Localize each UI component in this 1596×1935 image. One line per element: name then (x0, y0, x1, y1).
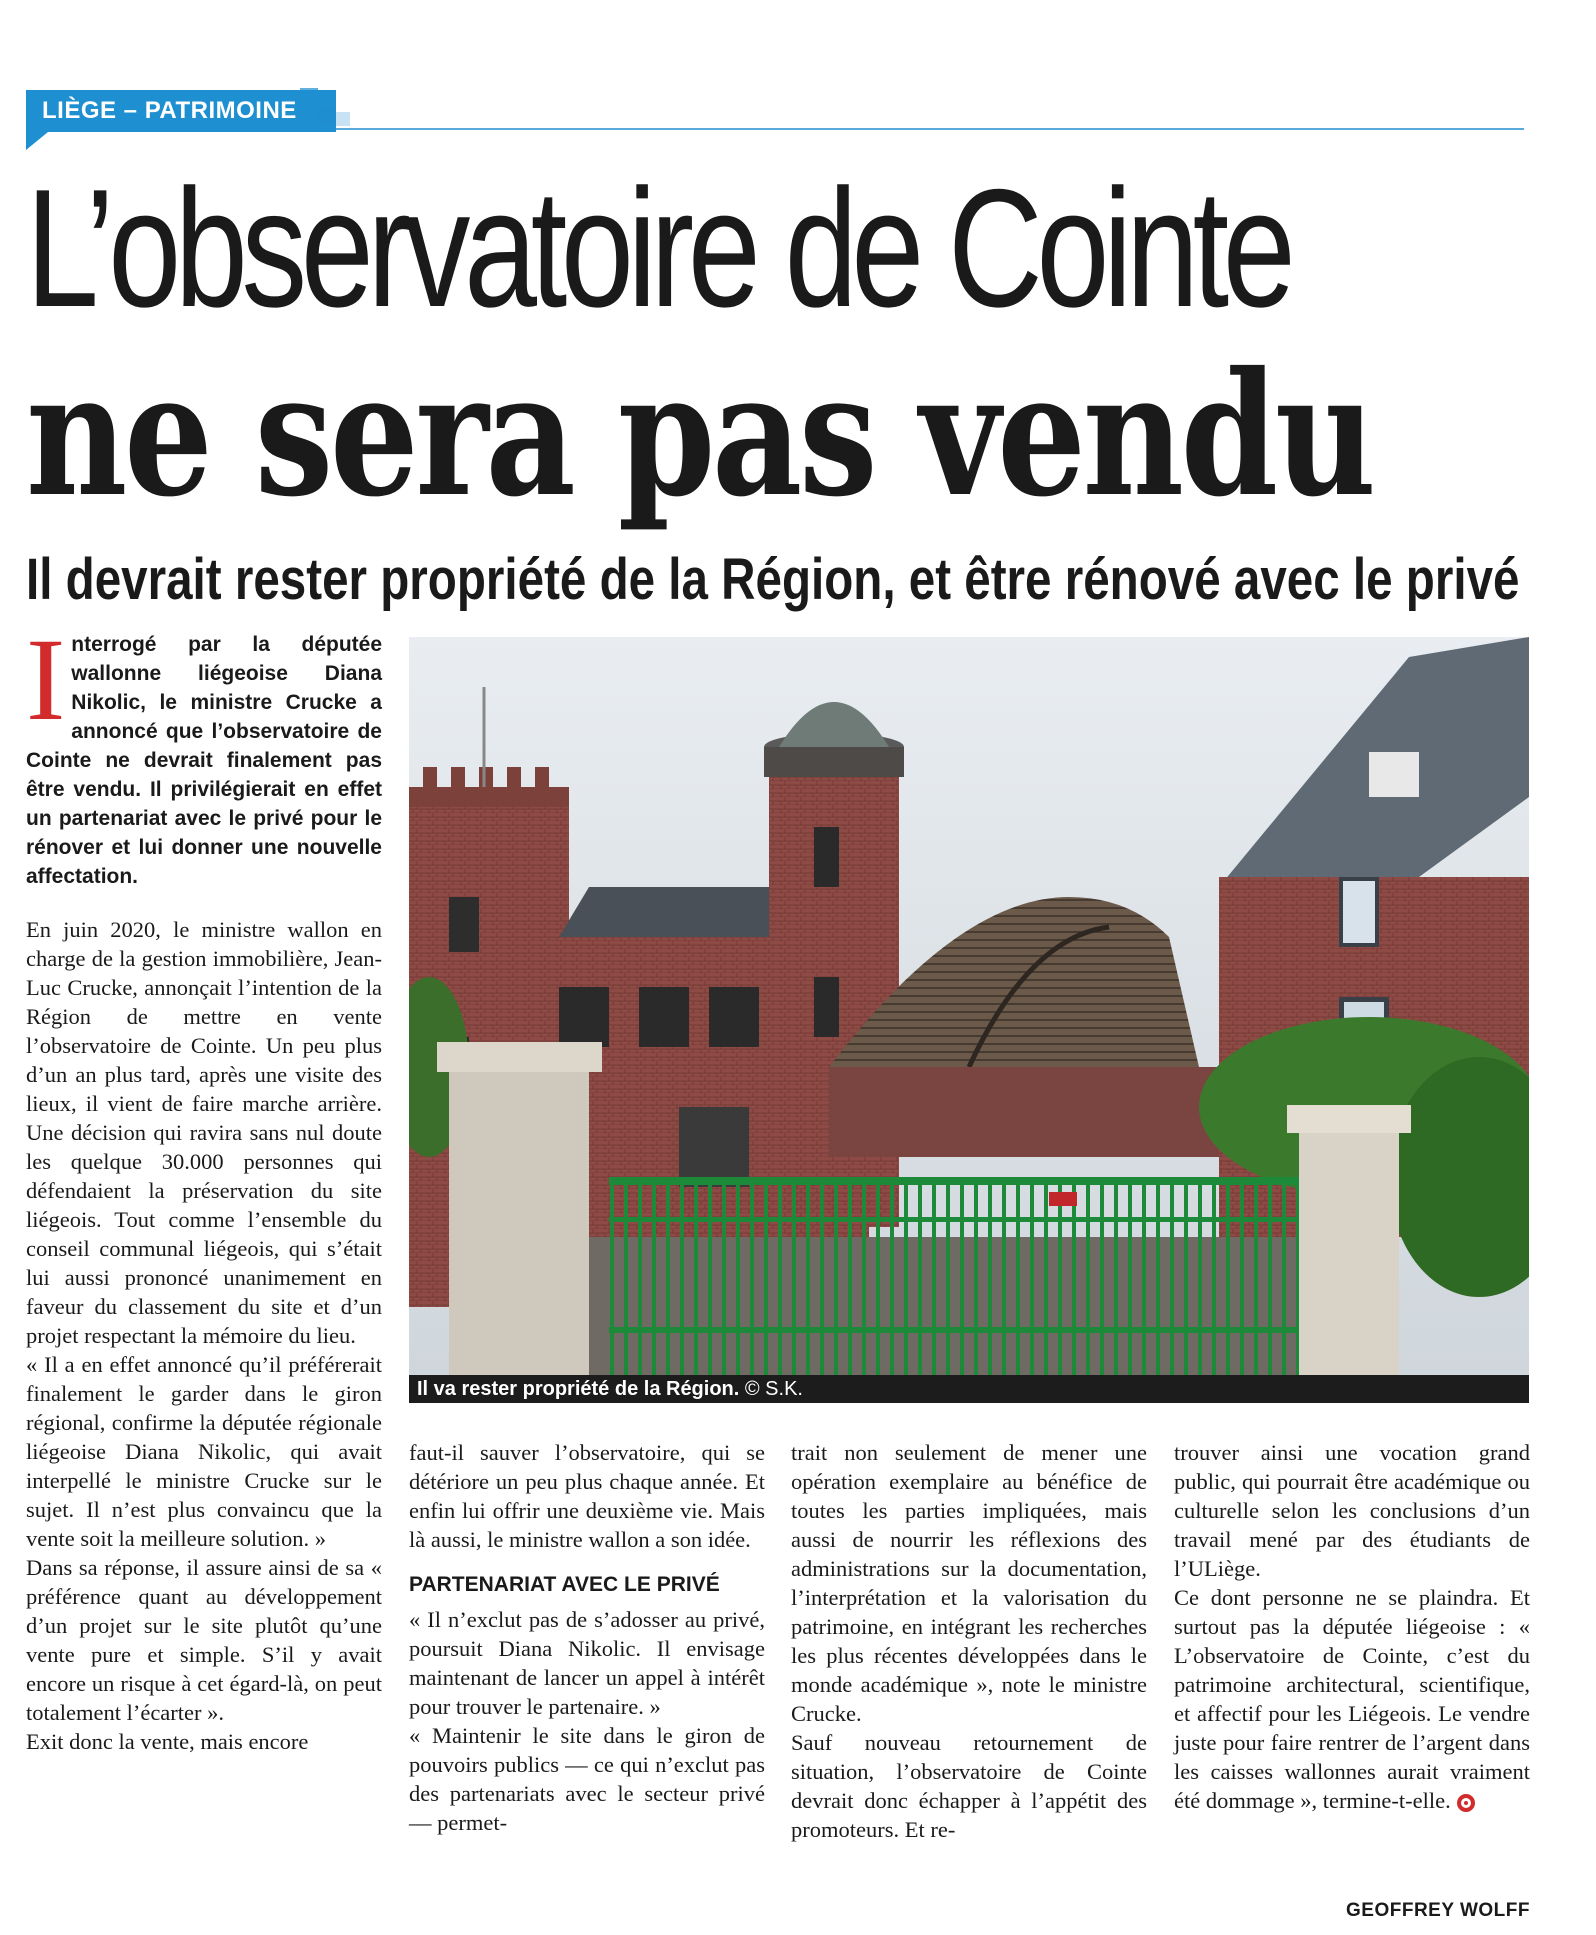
headline-line2: ne sera pas vendu (26, 335, 1373, 535)
paragraph: trouver ainsi une vocation grand public, qui pourrait être académique ou culturelle selon les conclusions d’un travail mené par des étudiants de l’ULiège. (1174, 1440, 1530, 1581)
subheadline: Il devrait rester propriété de la Région, et être rénové avec le privé (26, 547, 1520, 612)
article-column-1 (26, 915, 382, 1756)
end-of-article-icon (1457, 1794, 1475, 1812)
paragraph: Exit donc la vente, mais encore (26, 1729, 309, 1754)
rubric-tail (26, 132, 48, 150)
paragraph: « Il n’exclut pas de s’adosser au privé, poursuit Diana Nikolic. Il envisage maintenant de lancer un appel à intérêt pour trouver le partenaire. » (409, 1607, 765, 1719)
article-column-3 (791, 1438, 1147, 1844)
rubric-decor-square (300, 88, 318, 106)
lead-text: nterrogé par la députée wallonne liégeoise Diana Nikolic, le ministre Crucke a annoncé que l’observatoire de Cointe ne devrait finalement pas être vendu. Il privilégierait en effet un partenariat avec le privé pour le rénover et lui donner une nouvelle affectation. (26, 633, 382, 888)
caption-text: Il va rester propriété de la Région. (417, 1378, 740, 1400)
paragraph: Sauf nouveau retournement de situation, l’observatoire de Cointe devrait donc échapper à l’appétit des promoteurs. Et re- (791, 1730, 1147, 1842)
paragraph: En juin 2020, le ministre wallon en charge de la gestion immobilière, Jean-Luc Crucke, annonçait l’intention de la Région de mettre en vente l’observatoire de Cointe. Un peu plus d’un an plus tard, après une visite des lieux, il vient de faire marche arrière. Une décision qui ravira sans nul doute les quelque 30.000 personnes qui défendaient la préservation du site liégeois. Tout comme l’ensemble du conseil communal liégeois, qui s’était lui aussi prononcé unanimement en faveur du classement du site et d’un projet respectant la mémoire du lieu. (26, 917, 382, 1348)
intertitle: PARTENARIAT AVEC LE PRIVÉ (409, 1573, 720, 1596)
paragraph: Dans sa réponse, il assure ainsi de sa « préférence quant au développement d’un projet sur le site plutôt qu’une vente pure et simple. S’il y avait encore un risque à cet égard-là, on peut totalement l’écarter ». (26, 1555, 382, 1725)
observatory-photo (409, 637, 1529, 1375)
paragraph: trait non seulement de mener une opération exemplaire au bénéfice de toutes les parties impliquées, mais aussi de nourrir les réflexions des administrations sur la documentation, l’interprétation et la valorisation du patrimoine, en intégrant les recherches les plus récentes développées dans le monde académique », note le ministre Crucke. (791, 1440, 1147, 1726)
paragraph: « Maintenir le site dans le giron de pouvoirs publics — ce qui n’exclut pas des partenariats avec le secteur privé — permet- (409, 1723, 765, 1835)
paragraph-text: Ce dont personne ne se plaindra. Et surtout pas la députée liégeoise : « L’observatoire de Cointe, c’est du patrimoine architectural, scientifique, et affectif pour les Liégeois. Le vendre juste pour faire rentrer de l’argent dans les caisses wallonnes aurait vraiment été dommage », termine-t-elle. (1174, 1585, 1530, 1813)
headline-line1: L’observatoire de Cointe (26, 154, 1290, 342)
rubric-decor-square (318, 106, 336, 124)
paragraph: « Il a en effet annoncé qu’il préférerait finalement le garder dans le giron régional, confirme la députée régionale liégeoise Diana Nikolic, qui avait interpellé le ministre Crucke sur le sujet. Il n’est plus convaincu que la vente soit la meilleure solution. » (26, 1352, 382, 1551)
observatory-illustration (409, 637, 1529, 1375)
article-column-4 (1174, 1438, 1530, 1815)
author-byline: GEOFFREY WOLFF (1346, 1900, 1530, 1921)
dropcap: I (26, 614, 66, 745)
lead-paragraph (26, 614, 382, 891)
section-rubric: LIÈGE – PATRIMOINE (26, 90, 336, 132)
paragraph: faut-il sauver l’observatoire, qui se détériore un peu plus chaque année. Et enfin lui offrir une deuxième vie. Mais là aussi, le ministre wallon a son idée. (409, 1440, 765, 1552)
paragraph (1174, 1583, 1530, 1815)
rubric-decor-square (336, 112, 350, 126)
rubric-rule (336, 128, 1524, 130)
article-column-2 (409, 1438, 765, 1837)
photo-caption (409, 1375, 1529, 1403)
photo-credit: © S.K. (744, 1378, 803, 1400)
